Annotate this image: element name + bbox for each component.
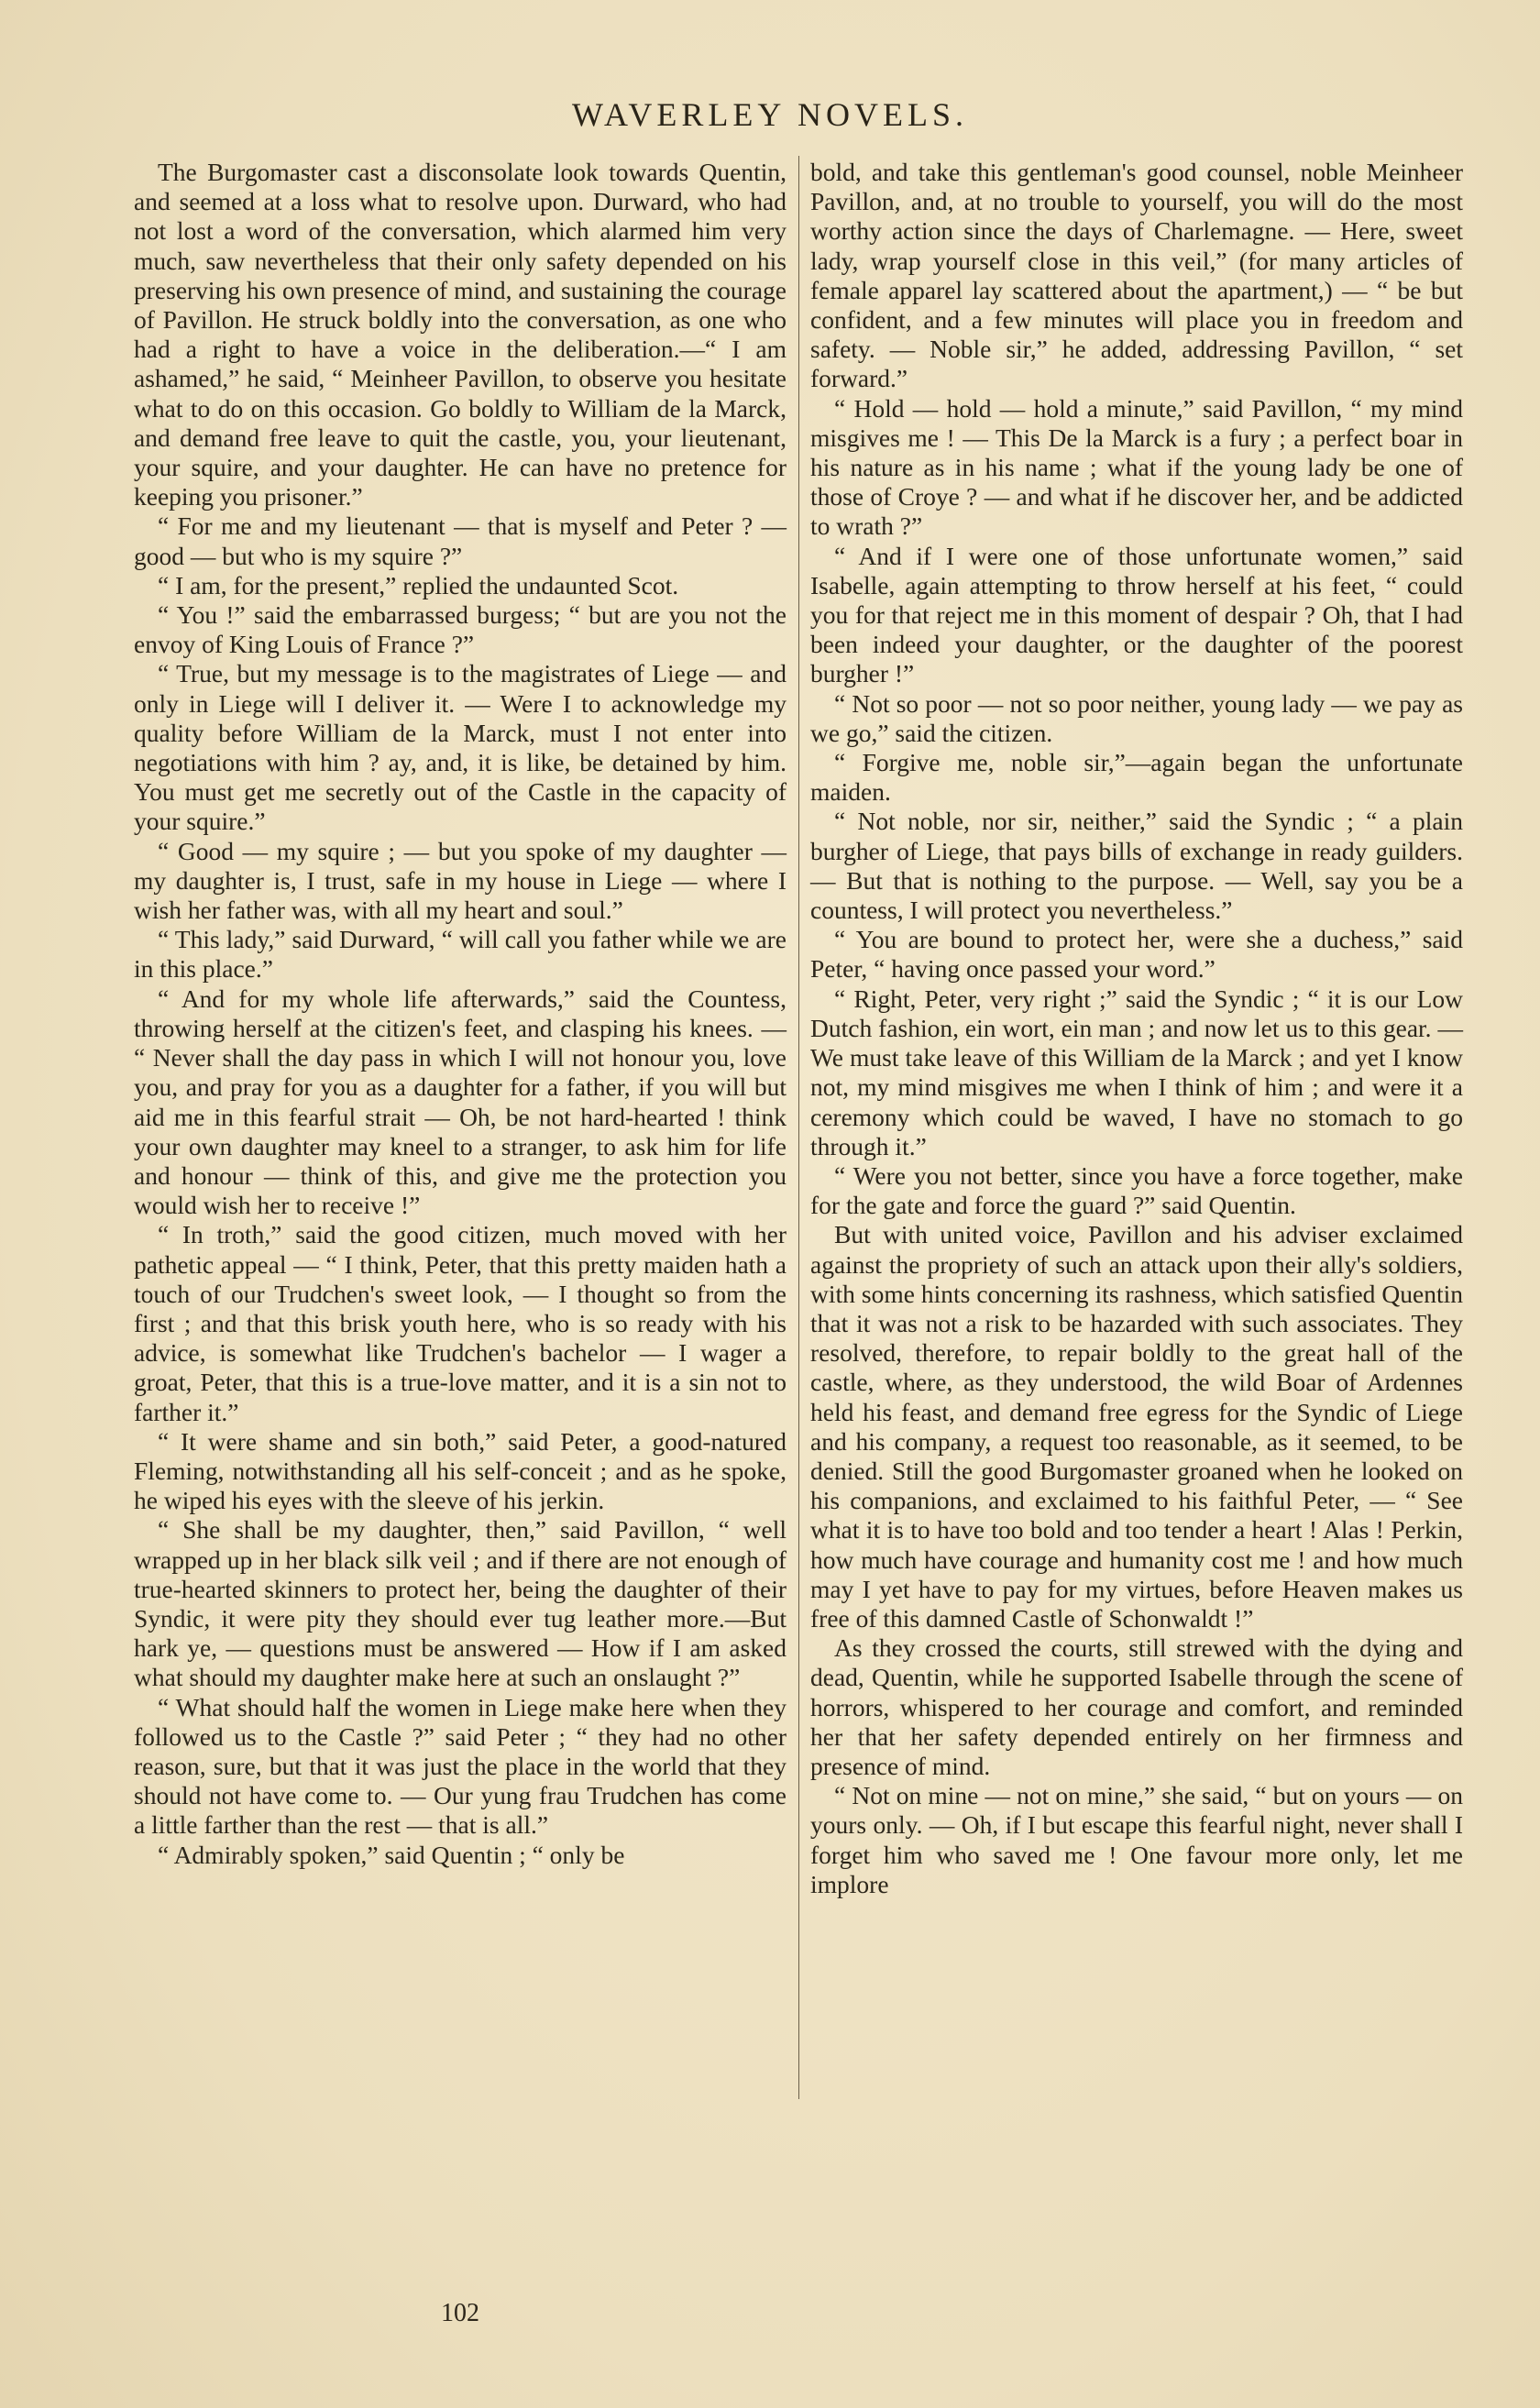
left-column [134, 158, 786, 1870]
paragraph: “ Hold — hold — hold a minute,” said Pavillon, “ my mind misgives me ! — This De la Marck is a fury ; a perfect boar in his nature as in his name ; what if the young lady be one of those of Croye ? — and what if he discover her, and be addicted to wrath ?” [810, 393, 1463, 541]
paragraph: “ In troth,” said the good citizen, much moved with her pathetic appeal — “ I think, Peter, that this pretty maiden hath a touch of our Trudchen's sweet look, — I thought so from the first ; and that this brisk youth here, who is so ready with his advice, is somewhat like Trudchen's bachelor — I wager a groat, Peter, that this is a true-love matter, and it is a sin not to farther it.” [134, 1220, 786, 1426]
paragraph: “ Not so poor — not so poor neither, young lady — we pay as we go,” said the citizen. [810, 688, 1463, 747]
paragraph: “ And if I were one of those unfortunate women,” said Isabelle, again attempting to throw herself at his feet, “ could you for that reject me in this moment of despair ? Oh, that I had been indeed your daughter, or the daughter of the poorest burgher !” [810, 541, 1463, 688]
paragraph: As they crossed the courts, still strewed with the dying and dead, Quentin, while he supported Isabelle through the scene of horrors, whispered to her courage and comfort, and reminded her that her safety depended entirely on her firmness and presence of mind. [810, 1633, 1463, 1780]
paragraph: “ Not noble, nor sir, neither,” said the Syndic ; “ a plain burgher of Liege, that pays bills of exchange in ready guilders. — But that is nothing to the purpose. — Well, say you be a countess, I will protect you nevertheless.” [810, 807, 1463, 925]
paragraph: “ She shall be my daughter, then,” said Pavillon, “ well wrapped up in her black silk veil ; and if there are not enough of true-hearted skinners to protect her, being the daughter of their Syndic, it were pity they should ever tug leather more.—But hark ye, — questions must be answered — How if I am asked what should my daughter make here at such an onslaught ?” [134, 1515, 786, 1692]
paragraph: “ Not on mine — not on mine,” she said, “ but on yours — on yours only. — Oh, if I but escape this fearful night, never shall I forget him who saved me ! One favour more only, let me implore [810, 1781, 1463, 1898]
paragraph: “ For me and my lieutenant — that is myself and Peter ? — good — but who is my squire ?” [134, 511, 786, 570]
paragraph: “ Were you not better, since you have a force together, make for the gate and force the guard ?” said Quentin. [810, 1160, 1463, 1220]
paragraph: “ You are bound to protect her, were she a duchess,” said Peter, “ having once passed your word.” [810, 925, 1463, 984]
paragraph: But with united voice, Pavillon and his adviser exclaimed against the propriety of such an attack upon their ally's soldiers, with some hints concerning its rashness, which satisfied Quentin that it was not a risk to be hazarded with such associates. They resolved, therefore, to repair boldly to the great hall of the castle, where, as they understood, the wild Boar of Ardennes held his feast, and demand free egress for the Syndic of Liege and his company, a request too reasonable, as it seemed, to be denied. Still the good Burgomaster groaned when he looked on his companions, and exclaimed to his faithful Peter, — “ See what it is to have too bold and too tender a heart ! Alas ! Perkin, how much have courage and humanity cost me ! and how much may I yet have to pay for my virtues, before Heaven makes us free of this damned Castle of Schonwaldt !” [810, 1220, 1463, 1633]
page-number: 102 [441, 2299, 479, 2327]
paragraph: “ What should half the women in Liege make here when they followed us to the Castle ?” said Peter ; “ they had no other reason, sure, but that it was just the place in the world that they should not have come to. — Our yung frau Trudchen has come a little farther than the rest — that is all.” [134, 1692, 786, 1840]
paragraph: “ This lady,” said Durward, “ will call you father while we are in this place.” [134, 925, 786, 984]
paragraph: “ Right, Peter, very right ;” said the Syndic ; “ it is our Low Dutch fashion, ein wort, ein man ; and now let us to this gear. — We must take leave of this William de la Marck ; and yet I know not, my mind misgives me when I think of him ; and were it a ceremony which could be waved, I have no stomach to go through it.” [810, 984, 1463, 1160]
paragraph: “ Forgive me, noble sir,”—again began the unfortunate maiden. [810, 748, 1463, 807]
right-column [810, 158, 1463, 1899]
paragraph: “ Admirably spoken,” said Quentin ; “ only be [158, 1840, 625, 1869]
paragraph: “ Good — my squire ; — but you spoke of my daughter — my daughter is, I trust, safe in my house in Liege — where I wish her father was, with all my heart and soul.” [134, 836, 786, 925]
running-head: WAVERLEY NOVELS. [572, 96, 968, 133]
paragraph: “ I am, for the present,” replied the undaunted Scot. [158, 570, 679, 599]
paragraph: The Burgomaster cast a disconsolate look towards Quentin, and seemed at a loss what to resolve upon. Durward, who had not lost a word of the conversation, which alarmed him very much, saw nevertheless that their only safety depended on his preserving his own presence of mind, and sustaining the courage of Pavillon. He struck boldly into the conversation, as one who had a right to have a voice in the deliberation.—“ I am ashamed,” he said, “ Meinheer Pavillon, to observe you hesitate what to do on this occasion. Go boldly to William de la Marck, and demand free leave to quit the castle, you, your lieutenant, your squire, and your daughter. He can have no pretence for keeping you prisoner.” [134, 158, 786, 511]
paragraph: “ It were shame and sin both,” said Peter, a good-natured Fleming, notwithstanding all his self-conceit ; and as he spoke, he wiped his eyes with the sleeve of his jerkin. [134, 1426, 786, 1515]
paragraph: “ And for my whole life afterwards,” said the Countess, throwing herself at the citizen's feet, and clasping his knees. — “ Never shall the day pass in which I will not honour you, love you, and pray for you as a daughter for a father, if you will but aid me in this fearful strait — Oh, be not hard-hearted ! think your own daughter may kneel to a stranger, to ask him for life and honour — think of this, and give me the protection you would wish her to receive !” [134, 984, 786, 1220]
paragraph-continued: bold, and take this gentleman's good counsel, noble Meinheer Pavillon, and, at no trouble to yourself, you will do the most worthy action since the days of Charlemagne. — Here, sweet lady, wrap yourself close in this veil,” (for many articles of female apparel lay scattered about the apartment,) — “ be but confident, and a few minutes will place you in freedom and safety. — Noble sir,” he added, addressing Pavillon, “ set forward.” [810, 158, 1463, 393]
column-divider [798, 156, 799, 2099]
paragraph: “ True, but my message is to the magistrates of Liege — and only in Liege will I deliver it. — Were I to acknowledge my quality before William de la Marck, must I not enter into negotiations with him ? ay, and, it is like, be detained by him. You must get me secretly out of the Castle in the capacity of your squire.” [134, 659, 786, 836]
paragraph: “ You !” said the embarrassed burgess; “ but are you not the envoy of King Louis of France ?” [134, 600, 786, 659]
